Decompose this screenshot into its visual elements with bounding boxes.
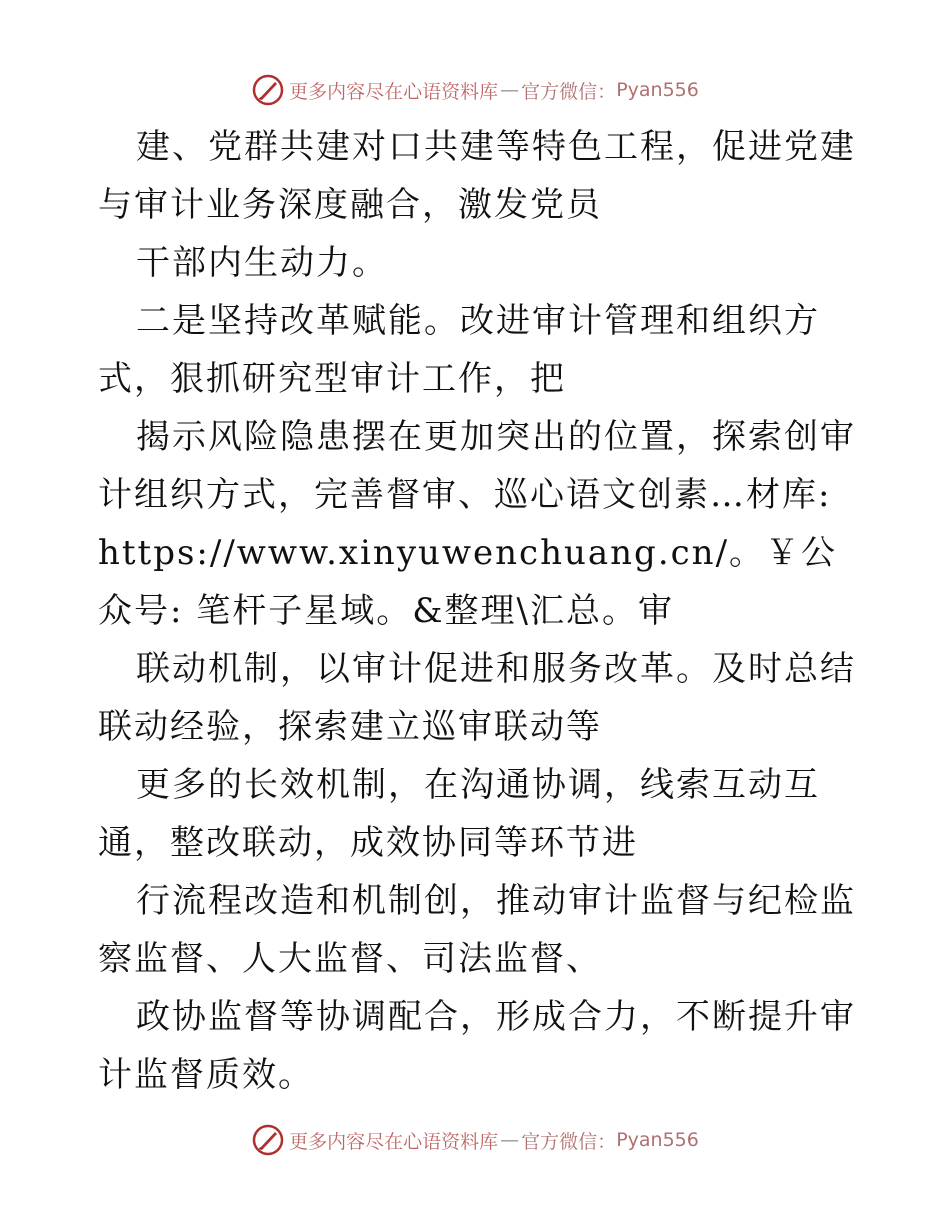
banner-separator: —: [500, 1129, 520, 1151]
quill-pen-logo-icon: [251, 1123, 285, 1157]
paragraph: 更多的长效机制，在沟通协调，线索互动互通，整改联动，成效协同等环节进: [98, 765, 820, 863]
paragraph: 政协监督等协调配合，形成合力，不断提升审计监督质效。: [98, 997, 856, 1095]
quill-pen-logo-icon: [251, 73, 285, 107]
paragraph: 建、党群共建对口共建等特色工程，促进党建与审计业务深度融合，激发党员: [98, 127, 856, 225]
banner-wechat-id: Pyan556: [616, 79, 699, 101]
paragraph: 二是坚持改革赋能。改进审计管理和组织方式，狠抓研究型审计工作，把: [98, 301, 820, 399]
document-body: [98, 118, 858, 1104]
paragraph: 行流程改造和机制创，推动审计监督与纪检监察监督、人大监督、司法监督、: [98, 881, 856, 979]
paragraph: 干部内生动力。: [136, 243, 388, 283]
banner-wechat-label: 官方微信：: [521, 1130, 617, 1153]
footer-watermark-banner: [0, 1122, 950, 1158]
paragraph: 揭示风险隐患摆在更加突出的位置，探索创审计组织方式，完善督审、巡心语文创素…材库: https://www.xinyuwenchuang.cn/。￥公众号: 笔杆子星域。&整理\汇总。审: [98, 417, 856, 631]
paragraph: 联动机制，以审计促进和服务改革。及时总结联动经验，探索建立巡审联动等: [98, 649, 856, 747]
banner-site-text: 更多内容尽在心语资料库: [289, 80, 499, 103]
banner-site-text: 更多内容尽在心语资料库: [289, 1130, 499, 1153]
banner-wechat-label: 官方微信：: [521, 80, 617, 103]
banner-separator: —: [500, 79, 520, 101]
header-watermark-banner: [0, 72, 950, 108]
banner-wechat-id: Pyan556: [616, 1129, 699, 1151]
